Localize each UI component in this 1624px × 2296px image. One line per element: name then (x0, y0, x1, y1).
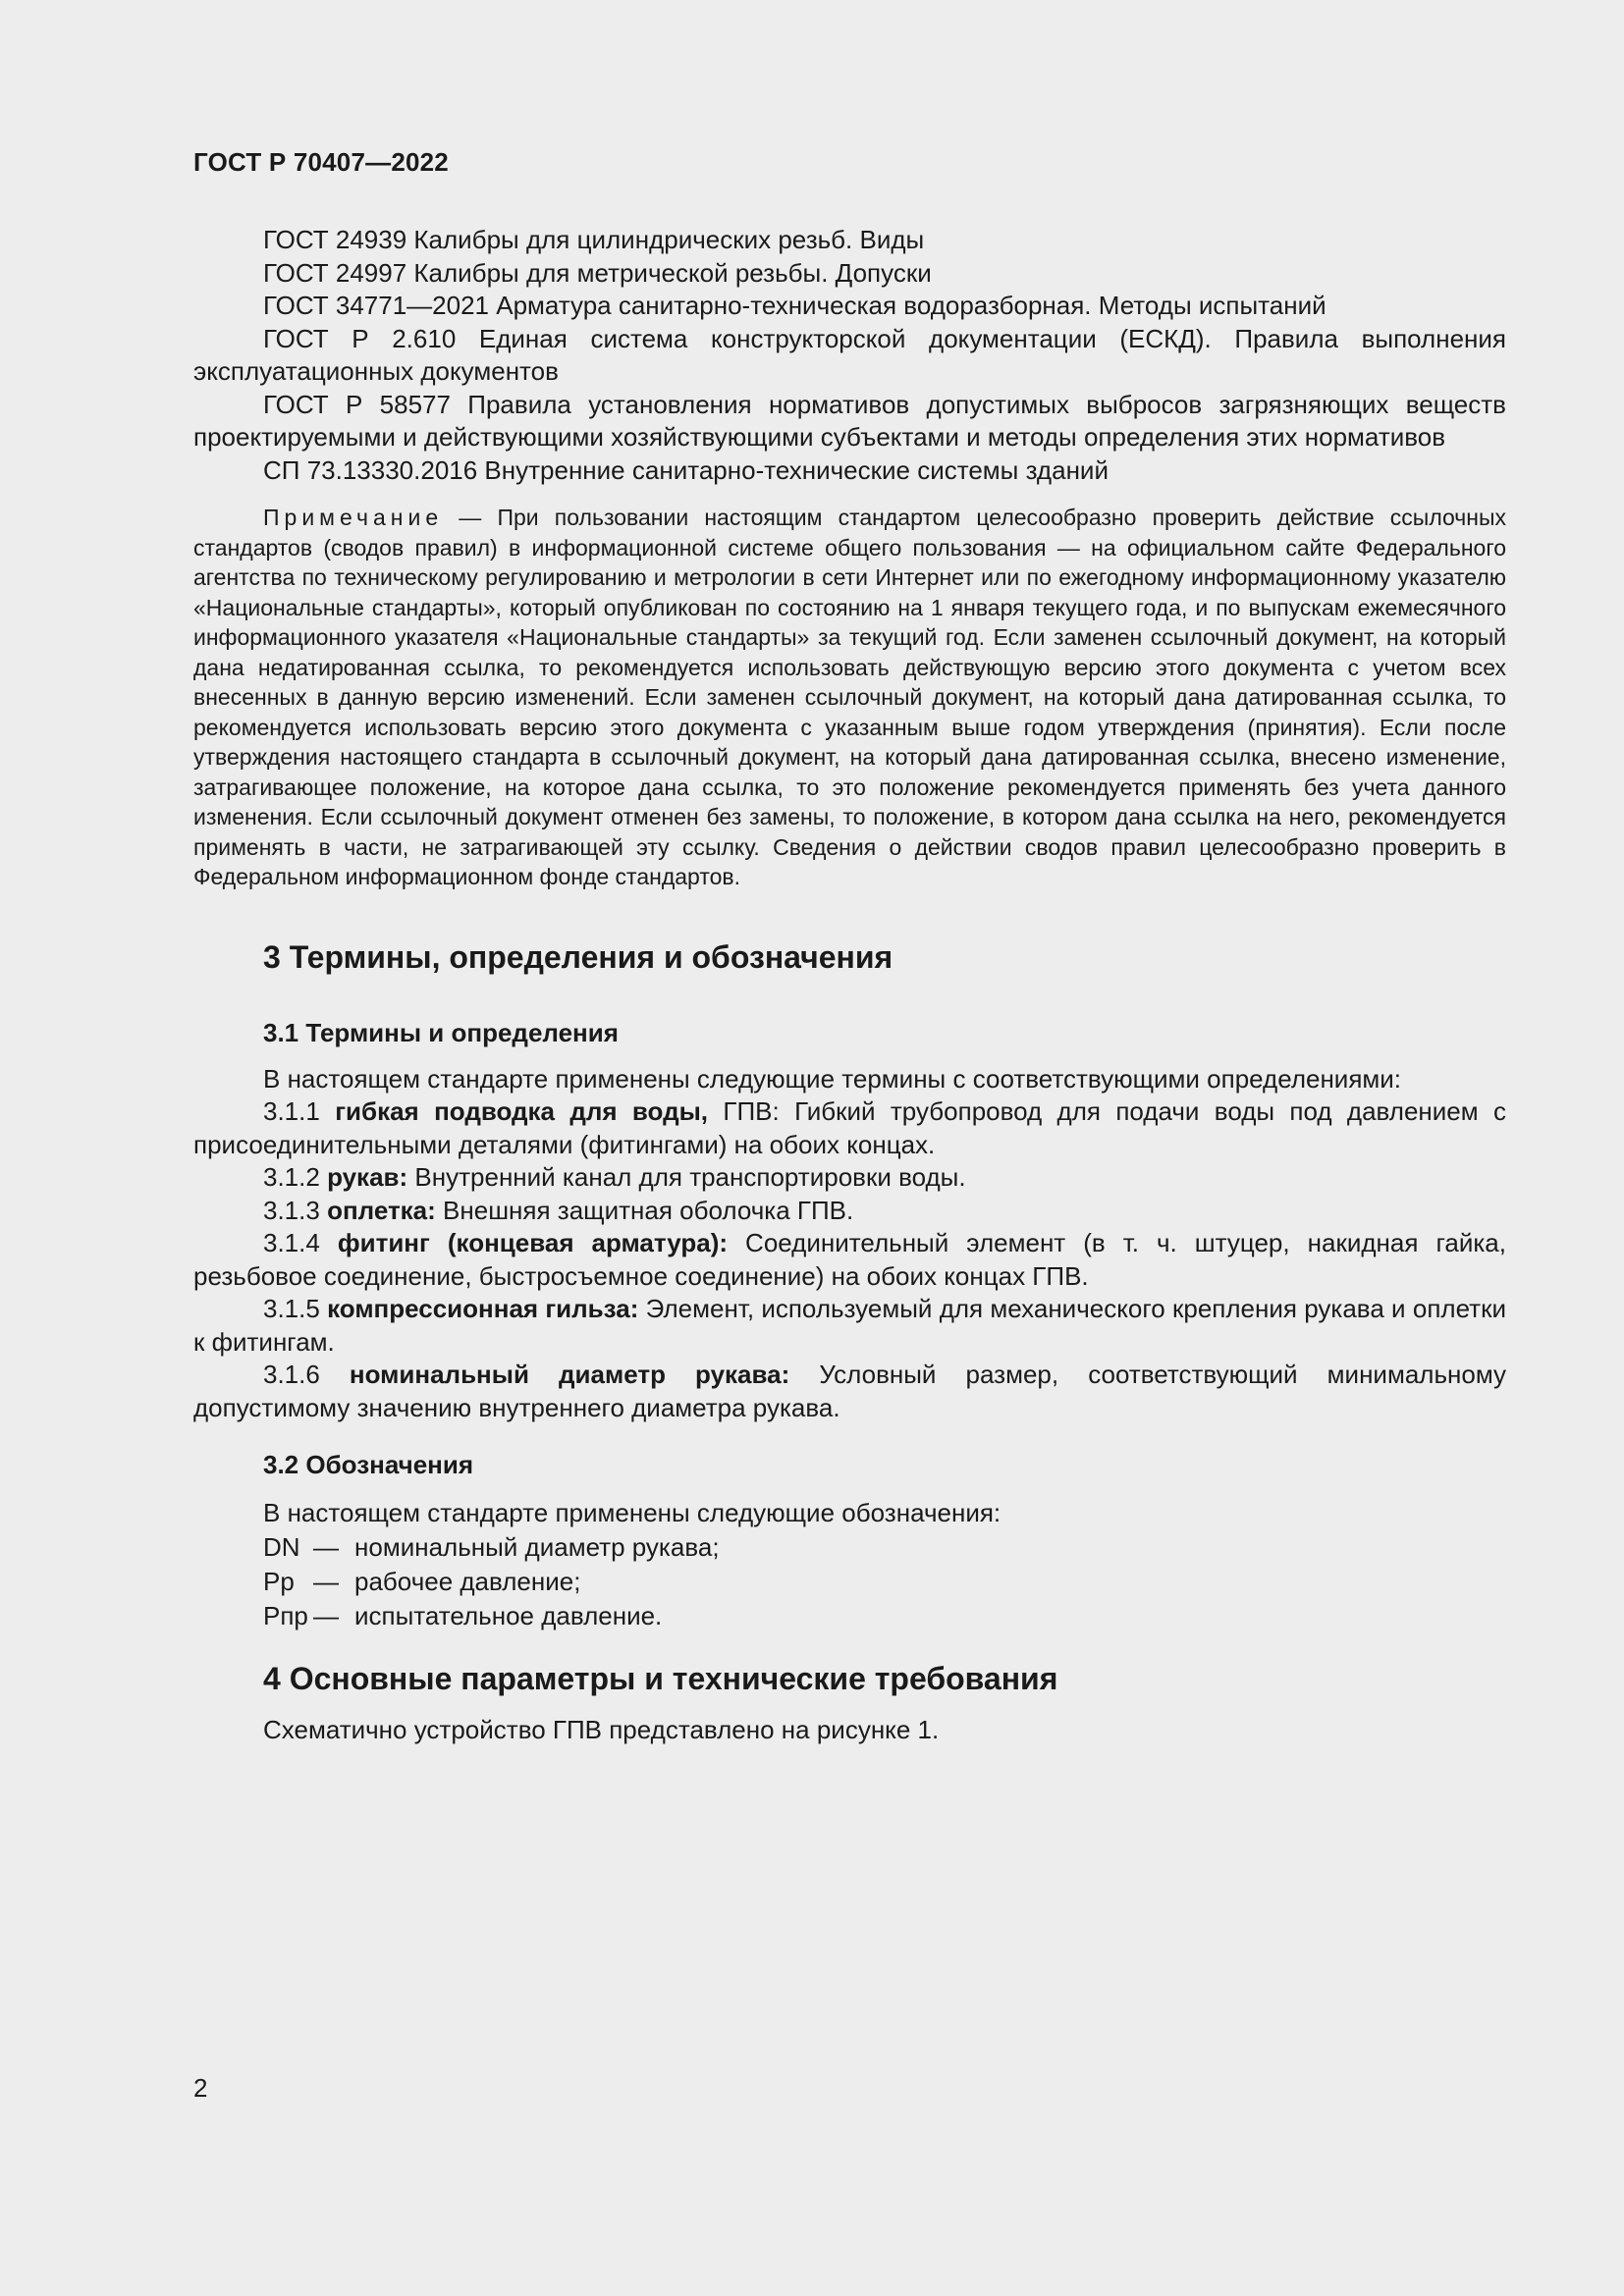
term-name: рукав: (327, 1162, 408, 1192)
section-3-1-title: 3.1 Термины и определения (263, 1017, 619, 1047)
page-content (193, 224, 1506, 1746)
term-text: Внутренний канал для транспортировки воды. (407, 1162, 966, 1192)
references-list (193, 224, 1506, 487)
abbreviation-key: DN (263, 1531, 300, 1562)
reference-item: ГОСТ 24939 Калибры для цилиндрических резьб. Виды (263, 225, 925, 254)
term-number: 3.1.4 (263, 1228, 338, 1257)
abbreviations-intro: В настоящем стандарте применены следующие обозначения: (263, 1498, 1001, 1527)
abbreviations-block (193, 1497, 1506, 1633)
reference-item: СП 73.13330.2016 Внутренние санитарно-технические системы зданий (263, 454, 1109, 485)
section-3-title: 3 Термины, определения и обозначения (263, 938, 893, 975)
term-number: 3.1.6 (263, 1360, 350, 1389)
term-definition (193, 1161, 1506, 1195)
terms-block (193, 1063, 1506, 1425)
reference-item: ГОСТ Р 58577 Правила установления нормативов допустимых выбросов загрязняющих веществ проектируемыми и действующими хозяйствующими субъектами и методы определения этих нормативов (193, 389, 1506, 452)
term-definition (193, 1227, 1506, 1293)
abbreviation-desc: номинальный диаметр рукава; (354, 1531, 720, 1562)
term-definition (193, 1293, 1506, 1359)
note-text: При пользовании настоящим стандартом целесообразно проверить действие ссылочных стандартов (сводов правил) в информационной системе общего пользования — на официальном сайте Федерального агентства по техническому регулированию и метрологии в сети Интернет или по ежегодному информационному указателю «Национальные стандарты», который опубликован по состоянию на 1 января текущего года, и по выпускам ежемесячного информационного указателя «Национальные стандарты» за текущий год. Если заменен ссылочный документ, на который дана недатированная ссылка, то рекомендуется использовать действующую версию этого документа с учетом всех внесенных в данную версию изменений. Если заменен ссылочный документ, на который дана датированная ссылка, то рекомендуется использовать версию этого документа с указанным выше годом утверждения (принятия). Если после утверждения настоящего стандарта в ссылочный документ, на который дана датированная ссылка, внесено изменение, затрагивающее положение, на которое дана ссылка, то это положение рекомендуется применять без учета данного изменения. Если ссылочный документ отменен без замены, то положение, в котором дана ссылка на него, рекомендуется применять в части, не затрагивающей эту ссылку. Сведения о действии сводов правил целесообразно проверить в Федеральном информационном фонде стандартов. (193, 505, 1507, 889)
abbreviation-item (193, 1599, 1506, 1633)
reference-item: ГОСТ Р 2.610 Единая система конструкторской документации (ЕСКД). Правила выполнения эксплуатационных документов (193, 323, 1506, 386)
term-text: Внешняя защитная оболочка ГПВ. (435, 1195, 854, 1225)
abbreviation-item (193, 1565, 1506, 1599)
section-4-intro: Схематично устройство ГПВ представлено на рисунке 1. (263, 1714, 940, 1744)
abbreviation-desc: рабочее давление; (354, 1566, 581, 1596)
term-text: Элемент, используемый для механического крепления рукава и оплетки к фитингам. (193, 1294, 1506, 1357)
terms-intro: В настоящем стандарте применены следующие термины с соответствующими определениями: (263, 1063, 1402, 1094)
term-text: Условный размер, соответствующий минимальному допустимому значению внутреннего диаметра рукава. (193, 1360, 1506, 1422)
abbreviation-dash: — (313, 1531, 339, 1562)
section-4-title: 4 Основные параметры и технические требования (263, 1660, 1058, 1696)
term-name: фитинг (концевая арматура): (337, 1228, 729, 1257)
section-3-2-title: 3.2 Обозначения (263, 1450, 474, 1479)
note-dash: — (443, 505, 498, 530)
term-number: 3.1.2 (263, 1162, 328, 1192)
term-name: компрессионная гильза: (327, 1294, 639, 1323)
term-name: гибкая подводка для воды, (335, 1096, 709, 1126)
term-definition (193, 1359, 1506, 1424)
document-header: ГОСТ Р 70407—2022 (193, 147, 449, 177)
reference-item: ГОСТ 34771—2021 Арматура санитарно-техническая водоразборная. Методы испытаний (263, 291, 1326, 320)
reference-item: ГОСТ 24997 Калибры для метрической резьбы. Допуски (263, 257, 932, 288)
term-name: номинальный диаметр рукава: (349, 1360, 790, 1389)
term-text: ГПВ: Гибкий трубопровод для подачи воды под давлением с присоединительными деталями (фитингами) на обоих концах. (193, 1096, 1506, 1159)
term-name: оплетка: (327, 1195, 436, 1225)
abbreviation-dash: — (313, 1566, 339, 1596)
term-number: 3.1.5 (263, 1294, 328, 1323)
note-label: Примечание (263, 505, 444, 530)
term-number: 3.1.1 (263, 1096, 336, 1126)
abbreviation-item (193, 1530, 1506, 1565)
abbreviation-dash: — (313, 1600, 339, 1630)
term-text: Соединительный элемент (в т. ч. штуцер, накидная гайка, резьбовое соединение, быстросъемное соединение) на обоих концах ГПВ. (193, 1228, 1506, 1291)
note-paragraph (193, 503, 1506, 892)
term-definition (193, 1195, 1506, 1228)
abbreviation-desc: испытательное давление. (354, 1600, 663, 1630)
term-definition (193, 1095, 1506, 1161)
abbreviation-key: Рр (263, 1566, 295, 1596)
term-number: 3.1.3 (263, 1195, 328, 1225)
abbreviation-key: Рпр (263, 1600, 308, 1630)
page-number: 2 (193, 2073, 208, 2103)
